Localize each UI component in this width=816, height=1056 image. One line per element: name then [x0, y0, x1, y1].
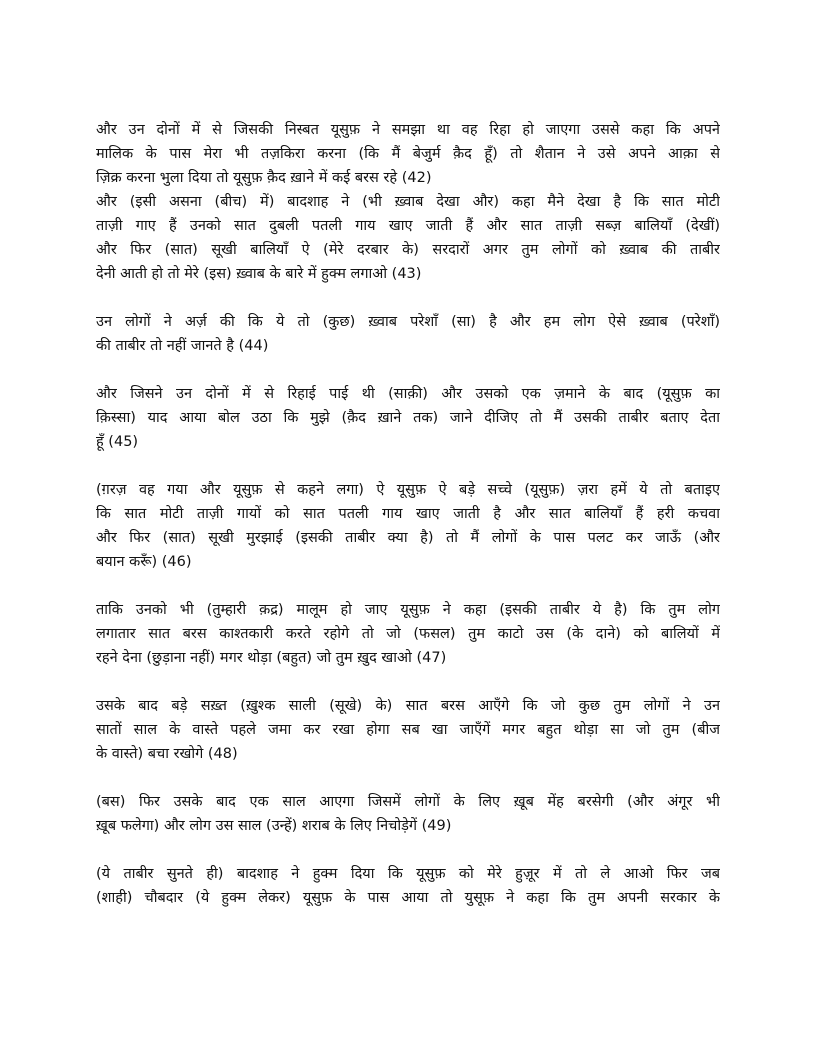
verse-46 [96, 478, 720, 574]
text-line: के वास्ते) बचा रखोगे (48) [96, 746, 238, 762]
text-line: उन लोगों ने अर्ज़ की कि ये तो (कुछ) ख़्वाब परेशाँ (सा) है और हम लोग ऐसे ख़्वाब (परेशाँ) [96, 314, 720, 330]
text-line: और फिर (सात) सूखी मुरझाई (इसकी ताबीर क्या है) तो मैं लोगों के पास पलट कर जाऊँ (और [96, 530, 720, 546]
document-page [96, 118, 720, 910]
verse-49 [96, 790, 720, 838]
text-line: और फिर (सात) सूखी बालियाँ ऐ (मेरे दरबार के) सरदारों अगर तुम लोगों को ख़्वाब की ताबीर [96, 242, 720, 258]
text-line: देनी आती हो तो मेरे (इस) ख़्वाब के बारे में हुक्म लगाओ (43) [96, 266, 422, 282]
verse-42 [96, 118, 720, 190]
text-line: ज़िक्र करना भुला दिया तो यूसुफ़ क़ैद ख़ाने में कई बरस रहे (42) [96, 170, 432, 186]
text-line: (ये ताबीर सुनते ही) बादशाह ने हुक्म दिया कि यूसुफ़ को मेरे हुज़ूर में तो ले आओ फिर जब [96, 866, 720, 882]
text-line: और उन दोनों में से जिसकी निस्बत यूसुफ़ ने समझा था वह रिहा हो जाएगा उससे कहा कि अपने [96, 122, 720, 138]
text-line: क़िस्सा) याद आया बोल उठा कि मुझे (क़ैद ख़ाने तक) जाने दीजिए तो मैं उसकी ताबीर बताए देता [96, 410, 720, 426]
text-line: और (इसी असना (बीच) में) बादशाह ने (भी ख़्वाब देखा और) कहा मैने देखा है कि सात मोटी [96, 194, 720, 210]
text-line: उसके बाद बड़े सख़्त (ख़ुश्क साली (सूखे) के) सात बरस आएँगे कि जो कुछ तुम लोगों ने उन [96, 698, 720, 714]
text-line: सातों साल के वास्ते पहले जमा कर रखा होगा सब खा जाएँगें मगर बहुत थोड़ा सा जो तुम (बीज [96, 722, 720, 738]
text-line: रहने देना (छुड़ाना नहीं) मगर थोड़ा (बहुत) जो तुम ख़ुद खाओ (47) [96, 650, 447, 666]
text-line: (बस) फिर उसके बाद एक साल आएगा जिसमें लोगों के लिए ख़ूब मेंह बरसेगी (और अंगूर भी [96, 794, 720, 810]
text-line: ख़ूब फलेगा) और लोग उस साल (उन्हें) शराब के लिए निचोड़ेगें (49) [96, 818, 452, 834]
text-line: (ग़रज़ वह गया और यूसुफ़ से कहने लगा) ऐ यूसुफ़ ऐ बड़े सच्चे (यूसुफ़) ज़रा हमें ये तो बताइए [96, 482, 720, 498]
verse-43 [96, 190, 720, 286]
verse-47 [96, 598, 720, 670]
text-line: ताकि उनको भी (तुम्हारी क़द्र) मालूम हो जाए यूसुफ़ ने कहा (इसकी ताबीर ये है) कि तुम लोग [96, 602, 720, 618]
text-line: लगातार सात बरस काश्तकारी करते रहोगे तो जो (फसल) तुम काटो उस (के दाने) को बालियों में [96, 626, 720, 642]
verse-44 [96, 310, 720, 358]
verse-50 [96, 862, 720, 910]
verse-48 [96, 694, 720, 766]
text-line: की ताबीर तो नहीं जानते है (44) [96, 338, 269, 354]
text-line: और जिसने उन दोनों में से रिहाई पाई थी (साक़ी) और उसको एक ज़माने के बाद (यूसुफ़ का [96, 386, 720, 402]
text-line: (शाही) चौबदार (ये हुक्म लेकर) यूसुफ़ के पास आया तो युसूफ़ ने कहा कि तुम अपनी सरकार के [96, 890, 720, 906]
verse-45 [96, 382, 720, 454]
text-line: हूँ (45) [96, 434, 139, 450]
text-line: कि सात मोटी ताज़ी गायों को सात पतली गाय खाए जाती है और सात बालियाँ हैं हरी कचवा [96, 506, 720, 522]
text-line: बयान करूँ) (46) [96, 554, 192, 570]
text-line: मालिक के पास मेरा भी तज़किरा करना (कि मैं बेजुर्म क़ैद हूँ) तो शैतान ने उसे अपने आक़ा से [96, 146, 720, 162]
text-line: ताज़ी गाए हैं उनको सात दुबली पतली गाय खाए जाती हैं और सात ताज़ी सब्ज़ बालियाँ (देखीं) [96, 218, 720, 234]
